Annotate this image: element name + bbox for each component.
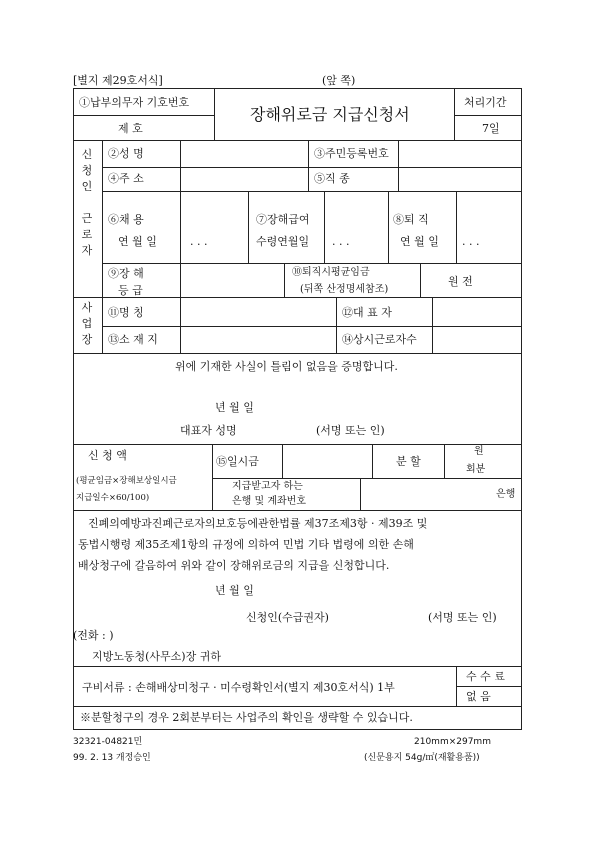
bank-label-1: 지급받고자 하는: [232, 481, 303, 492]
statement-line-1: 진폐의예방과진폐근로자의보호등에관한법률 제37조제3항 · 제39조 및: [88, 517, 428, 530]
disability-date-dots: . . .: [332, 235, 350, 248]
workers-label: ⑭상시근로자수: [342, 333, 417, 346]
rrn-label: ③주민등록번호: [314, 147, 389, 160]
payer-code-label: ①납부의무자 기호번호: [79, 96, 190, 109]
page-side: (앞 쪽): [322, 74, 356, 87]
required-documents: 구비서류 : 손해배상미청구 · 미수령확인서(별지 제30호서식) 1부: [82, 681, 395, 694]
addressee: 지방노동청(사무소)장 귀하: [92, 650, 221, 663]
retire-date-dots: . . .: [462, 235, 480, 248]
applicant-label: 신청인(수급권자): [246, 611, 329, 624]
form-number: [별지 제29호서식]: [73, 74, 163, 87]
statement-line-2: 동법시행령 제35조제1항의 규정에 의하여 민법 기타 법령에 의한 손해: [78, 538, 414, 551]
fee-value: 없 음: [466, 690, 491, 703]
lump-sum-label: ⑮일시금: [216, 455, 259, 468]
amount-label: 신 청 액: [88, 449, 127, 462]
disability-date-label-2: 수령연월일: [256, 235, 310, 248]
bank-label-2: 은행 및 계좌번호: [232, 496, 306, 507]
name-label: ②성 명: [108, 147, 144, 160]
representative-name-label: 대표자 성명: [180, 424, 237, 437]
hire-date-dots: . . .: [190, 235, 208, 248]
processing-period-value: 7일: [482, 122, 500, 135]
statement-line-3: 배상청구에 갈음하여 위와 같이 장해위로금의 지급을 신청합니다.: [78, 559, 390, 572]
amount-formula-1: (평균임금×장해보상일시금: [76, 476, 177, 486]
average-wage-label: ⑩퇴직시평균임금: [292, 267, 370, 278]
won-unit: 원: [474, 446, 484, 457]
installment-note: ※분할청구의 경우 2회분부터는 사업주의 확인을 생략할 수 있습니다.: [80, 711, 413, 724]
job-label: ⑤직 종: [314, 172, 350, 185]
business-name-label: ⑪명 칭: [108, 306, 144, 319]
processing-period-label: 처리기간: [464, 96, 507, 109]
amount-formula-2: 지급일수×60/100): [76, 493, 150, 503]
statement-date: 년 월 일: [215, 584, 254, 597]
paper-type: (신문용지 54g/㎡(재활용품)): [364, 753, 480, 763]
hire-date-label: ⑥채 용: [108, 213, 144, 226]
grade-label-2: 등 급: [118, 284, 143, 297]
retire-date-label-2: 연 월 일: [400, 235, 439, 248]
certify-sign: (서명 또는 인): [316, 424, 385, 437]
retire-date-label: ⑧퇴 직: [393, 213, 429, 226]
revision-date: 99. 2. 13 개정승인: [73, 753, 151, 763]
form-code: 32321-04821민: [73, 737, 143, 747]
applicant-sign: (서명 또는 인): [428, 611, 497, 624]
average-wage-unit: 원 전: [448, 275, 473, 288]
average-wage-note: (뒤쪽 산정명세참조): [300, 284, 389, 295]
location-label: ⑬소 재 지: [108, 333, 158, 346]
representative-label: ⑫대 표 자: [342, 306, 392, 319]
applicant-side-label: 신 청 인 근 로 자: [81, 148, 93, 257]
grade-label: ⑨장 해: [108, 267, 144, 280]
installment-label: 분 할: [396, 455, 421, 468]
issue-number: 제 호: [118, 122, 143, 135]
page-title: 장해위로금 지급신청서: [250, 105, 410, 124]
certify-date: 년 월 일: [215, 401, 254, 414]
installment-unit: 회분: [466, 464, 486, 475]
fee-label: 수 수 료: [466, 670, 505, 683]
address-label: ④주 소: [108, 172, 144, 185]
paper-size: 210mm×297mm: [414, 737, 491, 747]
phone-label: (전화 : ): [73, 629, 114, 642]
certify-text: 위에 기재한 사실이 틀림이 없음을 증명합니다.: [175, 360, 398, 373]
hire-date-label-2: 연 월 일: [118, 235, 157, 248]
disability-date-label: ⑦장해급여: [256, 213, 310, 226]
business-side-label: 사 업 장: [81, 301, 93, 346]
bank-unit: 은행: [496, 489, 516, 500]
